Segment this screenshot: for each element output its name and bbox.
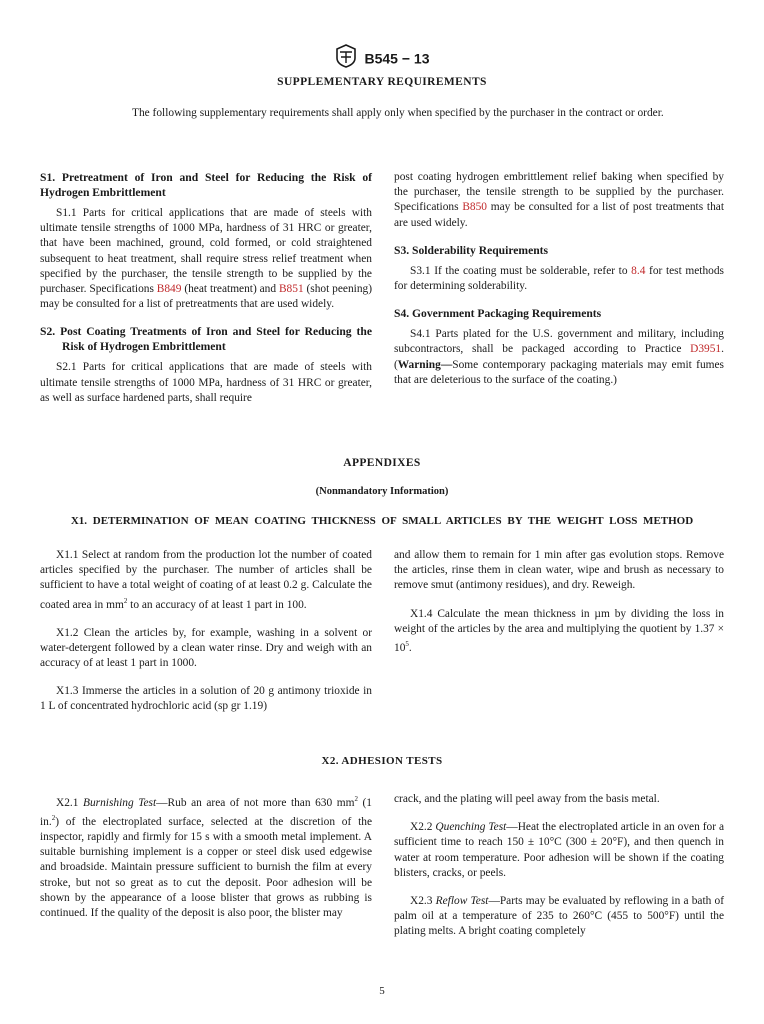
- x1-3-paragraph: X1.3 Immerse the articles in a solution of 20 g antimony trioxide in 1 L of concentrated hydrochloric acid (sp gr 1.19): [40, 685, 372, 713]
- x2-right-column: [394, 792, 724, 940]
- x2-1-continued: crack, and the plating will peel away from the basis metal.: [394, 793, 660, 805]
- x1-1-paragraph: X1.1 Select at random from the production lot the number of coated articles specified by the purchaser. The number of articles shall be sufficient to have a total weight of coating of at least 0.2 g. Calculate the coated area in $mm^2$ to an accuracy of at least 1 part in 100.: [40, 549, 372, 611]
- astm-logo-icon: [335, 44, 357, 73]
- s2-1-continued: post coating hydrogen embrittlement relief baking when specified by the purchaser, the tensile strength to be supplied by the purchaser. Specifications B850 may be consulted for a list of post treatments that are used widely.: [394, 171, 724, 229]
- intro-text: The following supplementary requirements shall apply only when specified by the purchaser in the contract or order.: [132, 107, 664, 119]
- s4-heading: S4. Government Packaging Requirements: [394, 307, 602, 321]
- s4-1-paragraph: S4.1 Parts plated for the U.S. government and military, including subcontractors, shall be packaged according to Practice D3951. (Warning—Some contemporary packaging materials may emit fumes that are deleterious to the surface of the coating.): [394, 328, 724, 386]
- x1-4-paragraph: X1.4 Calculate the mean thickness in µm by dividing the loss in weight of the articles by the area and multiplying the quotient by $1.37 \times 10^5$.: [394, 607, 724, 654]
- s1-1-paragraph: S1.1 Parts for critical applications that are made of steels with ultimate tensile strengths of 1000 MPa, hardness of 31 HRC or greater, that have been machined, ground, cold formed, or cold straightened subsequent to heat treatment, shall require stress relief treatment when specified by the purchaser, the tensile strength to be supplied by the purchaser. Specifications B849 (heat treatment) and B851 (shot peening) may be consulted for a list of pretreatments that are used widely.: [40, 207, 373, 311]
- reflow-test-term: Reflow Test: [435, 895, 489, 908]
- supplementary-title: SUPPLEMENTARY REQUIREMENTS: [277, 76, 487, 88]
- x2-2-paragraph: X2.2 Quenching Test—Heat the electroplated article in an oven for a sufficient time to reach 150 ± 10°C (300 ± 20°F), and then quench in water at room temperature. Poor adhesion will be shown if the coating blisters, cracks, or peels.: [394, 821, 725, 879]
- s1-heading: S1. Pretreatment of Iron and Steel for Reducing the Risk of Hydrogen Embrittlement: [40, 171, 372, 199]
- x1-heading: X1. DETERMINATION OF MEAN COATING THICKNESS OF SMALL ARTICLES BY THE WEIGHT LOSS METHOD: [70, 515, 694, 527]
- x1-3-continued: and allow them to remain for 1 min after gas evolution stops. Remove the articles, rinse them in clean water, wipe and brush as necessary to remove smut (antimony residues), and dry. Reweigh.: [394, 549, 724, 592]
- ref-link-8-4[interactable]: 8.4: [631, 264, 646, 277]
- x2-heading: X2. ADHESION TESTS: [321, 755, 443, 767]
- quenching-test-term: Quenching Test: [435, 821, 507, 834]
- x1-left-column: [40, 548, 372, 715]
- s2-heading: S2. Post Coating Treatments of Iron and Steel for Reducing the Risk of Hydrogen Embrittlement: [40, 325, 372, 354]
- warning-label: Warning—: [397, 358, 453, 371]
- s3-heading: S3. Solderability Requirements: [394, 243, 549, 257]
- x2-3-paragraph: X2.3 Reflow Test—Parts may be evaluated by reflowing in a bath of palm oil at a temperature of 235 to 260°C (455 to 500°F) until the plating melts. A bright coating completely: [394, 895, 724, 938]
- ref-link-b849[interactable]: B849: [156, 283, 182, 296]
- supplementary-left-column: [40, 170, 372, 406]
- page-number: 5: [379, 985, 385, 997]
- ref-link-b851[interactable]: B851: [278, 283, 304, 296]
- appendixes-title: APPENDIXES: [343, 457, 421, 469]
- x1-2-paragraph: X1.2 Clean the articles by, for example, washing in a solvent or water-detergent followed by a clean water rinse. Dry and weigh with an accuracy of at least 1 part in 1000.: [40, 626, 372, 670]
- burnishing-test-term: Burnishing Test: [83, 796, 157, 809]
- s3-1-paragraph: S3.1 If the coating must be solderable, refer to 8.4 for test methods for determining solderability.: [394, 264, 724, 293]
- page-header: [0, 44, 764, 73]
- x1-right-column: [394, 548, 724, 656]
- s2-1-paragraph: S2.1 Parts for critical applications that are made of steels with ultimate tensile strengths of 1000 MPa, hardness of 31 HRC or greater, as well as surface hardened parts, shall require: [40, 361, 372, 404]
- supplementary-right-column: [394, 170, 724, 388]
- ref-link-d3951[interactable]: D3951: [690, 343, 722, 356]
- x2-left-column: [40, 792, 372, 921]
- ref-link-b850[interactable]: B850: [462, 201, 487, 214]
- x2-1-paragraph: X2.1 Burnishing Test—Rub an area of not more than 630 $mm^2$ (1 in.$^2$) of the electroplated surface, selected at the discretion of the inspector, rapidly and firmly for 15 s with a smooth metal implement. A suitable burnishing implement is a copper or steel disk used edgewise and broadside. Maintain pressure sufficient to burnish the film at every stroke, but not so great as to cut the deposit. Poor adhesion will be shown by the appearance of a loose blister that grows as rubbing is continued. If the quality of the deposit is also poor, the blister may: [40, 795, 373, 920]
- document-id: B545 − 13: [364, 50, 430, 67]
- appendixes-subtitle: (Nonmandatory Information): [315, 486, 449, 497]
- supplementary-intro: [116, 106, 676, 122]
